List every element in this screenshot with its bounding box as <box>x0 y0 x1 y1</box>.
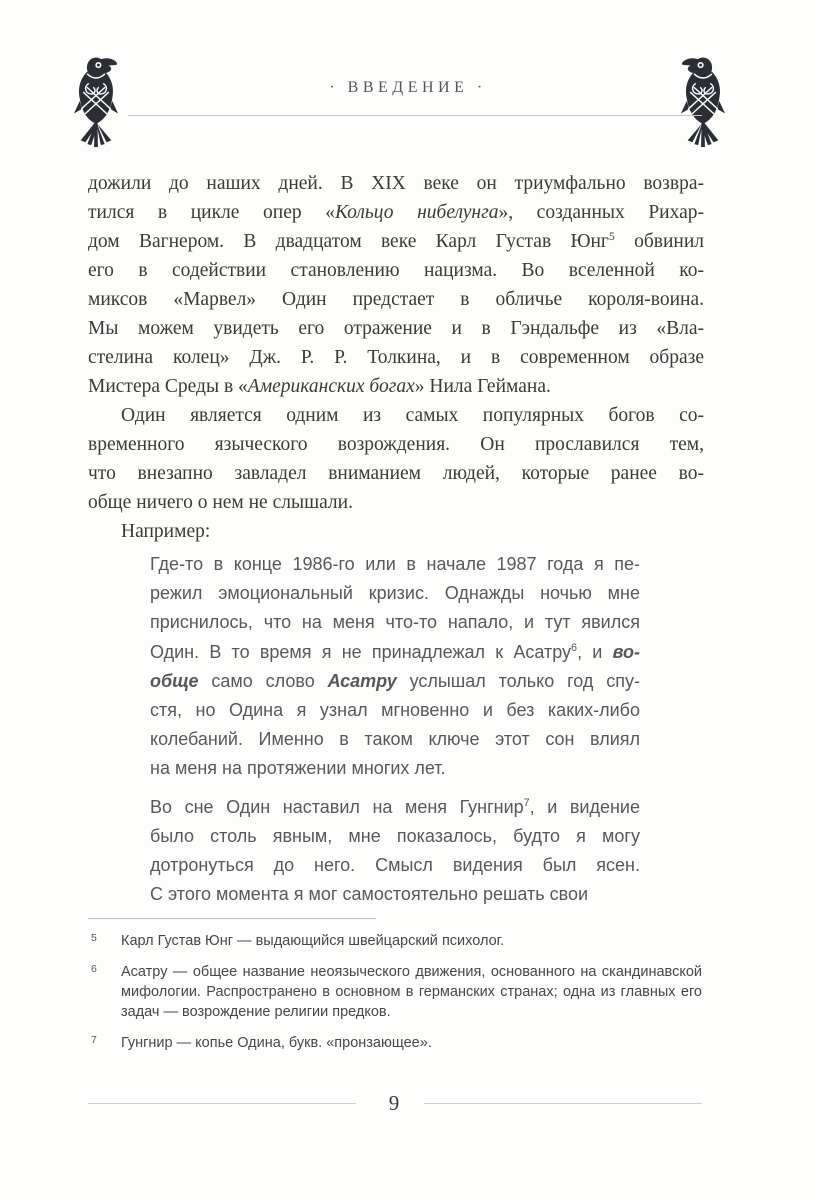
text-line <box>121 1033 702 1053</box>
text-segment: стя, но Одина я узнал мгновенно и без каких-либо <box>150 700 640 721</box>
text-line <box>121 1002 702 1022</box>
text-line <box>88 372 704 401</box>
footnote <box>88 931 702 951</box>
text-segment: обвинил <box>614 231 705 252</box>
text-segment: его в содействии становлению нацизма. Во вселенной ко- <box>88 260 704 281</box>
text-line <box>88 430 704 459</box>
text-segment: , и <box>577 641 613 662</box>
text-line <box>88 488 704 517</box>
blockquote <box>150 793 640 910</box>
text-segment: Гунгнир — копье Одина, букв. «пронзающее». <box>121 1035 432 1051</box>
text-segment: услышал только год спу- <box>396 670 640 691</box>
text-segment: Асатру — общее название неоязыческого движения, основанного на скандинавской <box>121 964 702 980</box>
text-line <box>88 517 704 546</box>
text-segment: 6 <box>571 641 578 654</box>
footnote-marker: 7 <box>91 1034 97 1046</box>
chapter-title: · ВВЕДЕНИЕ · <box>329 79 487 96</box>
footnote <box>88 1033 702 1053</box>
text-line <box>121 962 702 982</box>
text-line <box>150 880 640 909</box>
text-segment: Один. В то время я не принадлежал к Асатру <box>150 641 572 662</box>
text-line <box>88 256 704 285</box>
footnote-marker: 6 <box>91 963 97 975</box>
raven-knotwork-icon <box>73 56 119 148</box>
text-segment: 7 <box>523 796 530 809</box>
text-segment: временного языческого возрождения. Он прославился тем, <box>88 434 704 455</box>
text-segment: Мистера Среды в « <box>88 376 248 397</box>
raven-knotwork-icon <box>680 56 726 148</box>
paragraph <box>88 401 704 517</box>
footnote-marker: 5 <box>91 932 97 944</box>
text-line <box>150 822 640 851</box>
blockquote <box>150 550 640 784</box>
text-line <box>150 667 640 696</box>
text-segment: колебаний. Именно в таком ключе этот сон влиял <box>150 729 640 750</box>
text-segment: Где-то в конце 1986-го или в начале 1987 года я пе- <box>150 554 640 574</box>
text-segment: обще ничего о нем не слышали. <box>88 492 353 513</box>
text-segment: Асатру <box>327 670 397 691</box>
text-line <box>88 459 704 488</box>
text-segment: обще <box>150 670 199 691</box>
text-line <box>88 227 704 256</box>
text-column <box>88 169 704 909</box>
text-line <box>150 696 640 725</box>
text-segment: стелина колец» Дж. Р. Р. Толкина, и в современном образе <box>88 347 704 368</box>
text-segment: во- <box>612 641 640 662</box>
text-line <box>88 198 704 227</box>
text-line <box>150 579 640 608</box>
footnotes-section <box>88 918 702 1053</box>
text-line <box>150 550 640 579</box>
text-line <box>150 793 640 822</box>
text-segment: дотронуться до него. Смысл видения был ясен. <box>150 855 640 876</box>
text-line <box>121 982 702 1002</box>
text-segment: Кольцо нибелунга <box>334 202 499 223</box>
text-segment: 5 <box>608 230 615 243</box>
footnotes-list <box>88 931 702 1053</box>
page-number: 9 <box>388 1091 400 1115</box>
text-line <box>150 608 640 637</box>
text-segment: миксов «Марвел» Один предстает в обличье короля-воина. <box>88 289 704 310</box>
text-segment: Мы можем увидеть его отражение и в Гэндальфе из «Вла- <box>88 318 704 339</box>
text-line <box>88 314 704 343</box>
text-segment: », созданных Рихар- <box>498 202 704 223</box>
text-line <box>150 638 640 667</box>
text-line <box>88 285 704 314</box>
paragraph <box>88 517 704 546</box>
paragraph <box>88 169 704 401</box>
text-segment: С этого момента я мог самостоятельно решать свои <box>150 884 589 905</box>
text-segment: дожили до наших дней. В XIX веке он триумфально возвра- <box>88 173 704 194</box>
text-line <box>88 401 704 430</box>
text-line <box>88 169 704 198</box>
text-segment: дом Вагнером. В двадцатом веке Карл Густав Юнг <box>88 231 609 252</box>
footnote <box>88 962 702 1022</box>
text-segment: на меня на протяжении многих лет. <box>150 758 446 779</box>
text-segment: режил эмоциональный кризис. Однажды ночью мне <box>150 583 640 604</box>
text-segment: Карл Густав Юнг — выдающийся швейцарский психолог. <box>121 933 505 949</box>
text-segment: приснилось, что на меня что-то напало, и тут явился <box>150 612 640 633</box>
text-line <box>121 931 702 951</box>
footnote-divider <box>88 918 376 919</box>
text-line <box>150 725 640 754</box>
text-segment: » Нила Геймана. <box>414 376 551 397</box>
text-line <box>88 343 704 372</box>
text-segment: что внезапно завладел вниманием людей, которые ранее во- <box>88 463 704 484</box>
text-segment: , и видение <box>529 796 640 817</box>
text-segment: Американских богах <box>247 376 415 397</box>
text-segment: было столь явным, мне показалось, будто я могу <box>150 825 640 846</box>
header-divider <box>128 115 702 116</box>
text-segment: Во сне Один наставил на меня Гунгнир <box>150 796 524 817</box>
text-line <box>150 754 640 783</box>
text-segment: задач — возрождение религии предков. <box>121 1004 391 1020</box>
text-segment: само слово <box>198 670 328 691</box>
text-segment: Один является одним из самых популярных богов со- <box>121 405 704 426</box>
text-segment: тился в цикле опер « <box>88 202 335 223</box>
text-segment: мифологии. Распространено в основном в германских странах; одна из главных его <box>121 984 702 1000</box>
text-segment: Например: <box>121 521 211 542</box>
text-line <box>150 851 640 880</box>
